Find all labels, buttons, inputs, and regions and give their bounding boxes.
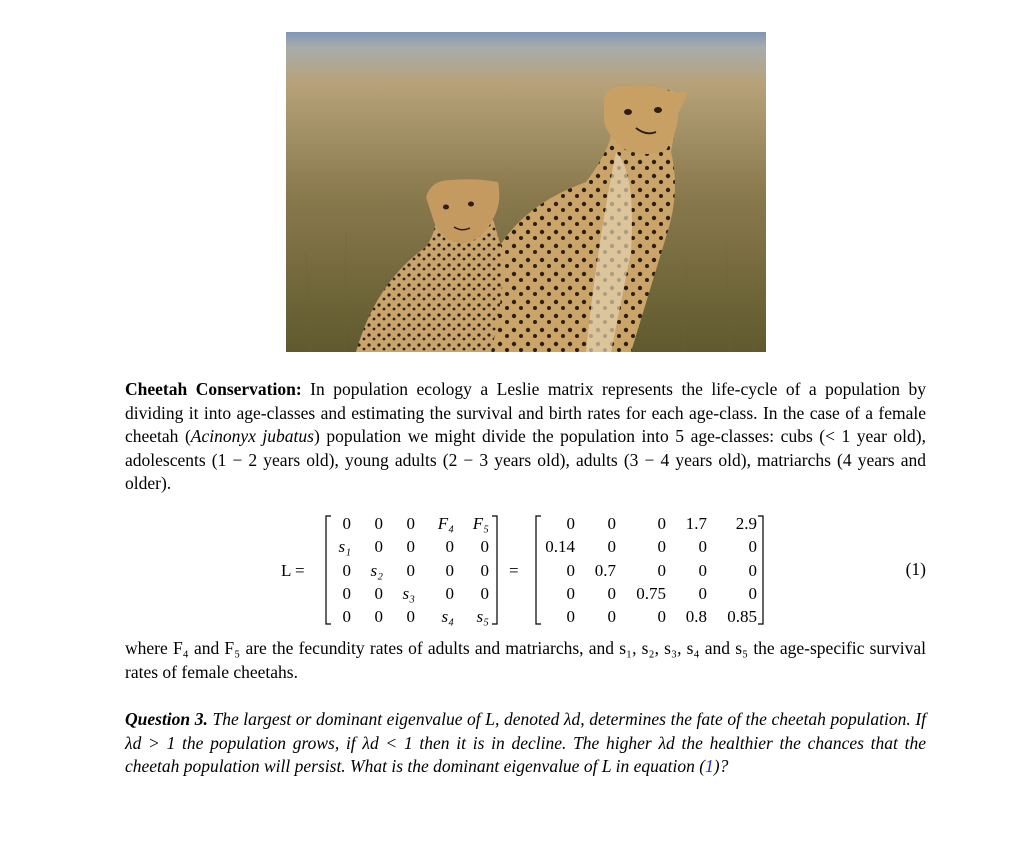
leslie-matrix-equation [125,512,926,628]
symbolic-cell-r1-c4: F₄ [437,514,454,533]
numeric-cell-r3-c5: 0 [748,561,757,580]
species-name: Acinonyx jubatus [190,426,314,446]
numeric-cell-r1-c1: 0 [566,514,575,533]
numeric-cell-r3-c3: 0 [657,561,666,580]
intro-text-2: ) population we might divide the population into 5 age-classes: cubs (< 1 year old), adolescents (1 − 2 years old), young adults (2 − 3 years old), adults (3 − 4 years old), matriarchs (4 years and older). [125,426,926,493]
where-paragraph: where F₄ and F₅ are the fecundity rates of adults and matriarchs, and s₁, s₂, s₃, s₄ and s₅ the age-specific survival rates of female cheetahs. [125,638,926,682]
numeric-cell-r4-c2: 0 [607,584,616,603]
numeric-cell-r4-c4: 0 [698,584,707,603]
symbolic-cell-r5-c3: 0 [406,607,415,626]
equation-number: (1) [905,559,926,579]
symbolic-cell-r4-c4: 0 [445,584,454,603]
question-label: Question 3. [125,709,208,729]
symbolic-cell-r1-c3: 0 [406,514,415,533]
cheetah-photo [286,32,766,352]
equation-svg [125,512,926,628]
symbolic-cell-r5-c4: s₄ [441,607,454,626]
numeric-cell-r3-c1: 0 [566,561,575,580]
equals-sign: = [509,561,519,580]
symbolic-cell-r5-c2: 0 [374,607,383,626]
numeric-cell-r2-c2: 0 [607,537,616,556]
symbolic-cell-r1-c2: 0 [374,514,383,533]
numeric-cell-r2-c5: 0 [748,537,757,556]
question-end: )? [713,756,729,776]
symbolic-cell-r3-c5: 0 [480,561,489,580]
numeric-cell-r5-c5: 0.85 [727,607,757,626]
symbolic-matrix [338,514,489,626]
symbolic-cell-r2-c4: 0 [445,537,454,556]
equation-reference-link[interactable]: 1 [705,756,714,776]
question-paragraph [125,708,926,779]
symbolic-cell-r5-c5: s₅ [476,607,489,626]
symbolic-cell-r4-c3: s₃ [402,584,415,603]
numeric-cell-r1-c5: 2.9 [735,514,757,533]
numeric-cell-r5-c1: 0 [566,607,575,626]
numeric-cell-r1-c4: 1.7 [685,514,707,533]
numeric-cell-r1-c2: 0 [607,514,616,533]
symbolic-cell-r3-c1: 0 [342,561,351,580]
numeric-cell-r3-c4: 0 [698,561,707,580]
question-text: The largest or dominant eigenvalue of L, denoted λd, determines the fate of the cheetah population. If λd > 1 the population grows, if λd < 1 then it is in decline. The higher λd the healthier the chances that the cheetah population will persist. What is the dominant eigenvalue of L in equation ( [125,709,927,776]
symbolic-cell-r5-c1: 0 [342,607,351,626]
symbolic-cell-r3-c3: 0 [406,561,415,580]
numeric-cell-r4-c1: 0 [566,584,575,603]
numeric-cell-r2-c3: 0 [657,537,666,556]
symbolic-cell-r3-c4: 0 [445,561,454,580]
numeric-cell-r4-c3: 0.75 [636,584,666,603]
numeric-cell-r5-c4: 0.8 [685,607,707,626]
symbolic-cell-r2-c3: 0 [406,537,415,556]
numeric-cell-r3-c2: 0.7 [594,561,616,580]
intro-paragraph [125,378,926,496]
symbolic-cell-r2-c2: 0 [374,537,383,556]
equation-lhs: L = [281,561,305,580]
symbolic-cell-r1-c1: 0 [342,514,351,533]
numeric-cell-r5-c2: 0 [607,607,616,626]
symbolic-cell-r2-c5: 0 [480,537,489,556]
symbolic-cell-r4-c1: 0 [342,584,351,603]
symbolic-cell-r3-c2: s₂ [370,561,383,580]
numeric-cell-r5-c3: 0 [657,607,666,626]
numeric-cell-r1-c3: 0 [657,514,666,533]
numeric-cell-r2-c1: 0.14 [545,537,575,556]
numeric-cell-r4-c5: 0 [748,584,757,603]
symbolic-cell-r4-c2: 0 [374,584,383,603]
symbolic-cell-r2-c1: s₁ [338,537,351,556]
intro-text-1: In population ecology a Leslie matrix represents the life-cycle of a population by dividing it into age-classes and estimating the survival and birth rates for each age-class. In the case of a female cheetah ( [125,379,926,446]
numeric-matrix [545,514,757,626]
intro-heading: Cheetah Conservation: [125,379,302,399]
symbolic-cell-r1-c5: F₅ [472,514,489,533]
symbolic-cell-r4-c5: 0 [480,584,489,603]
numeric-cell-r2-c4: 0 [698,537,707,556]
